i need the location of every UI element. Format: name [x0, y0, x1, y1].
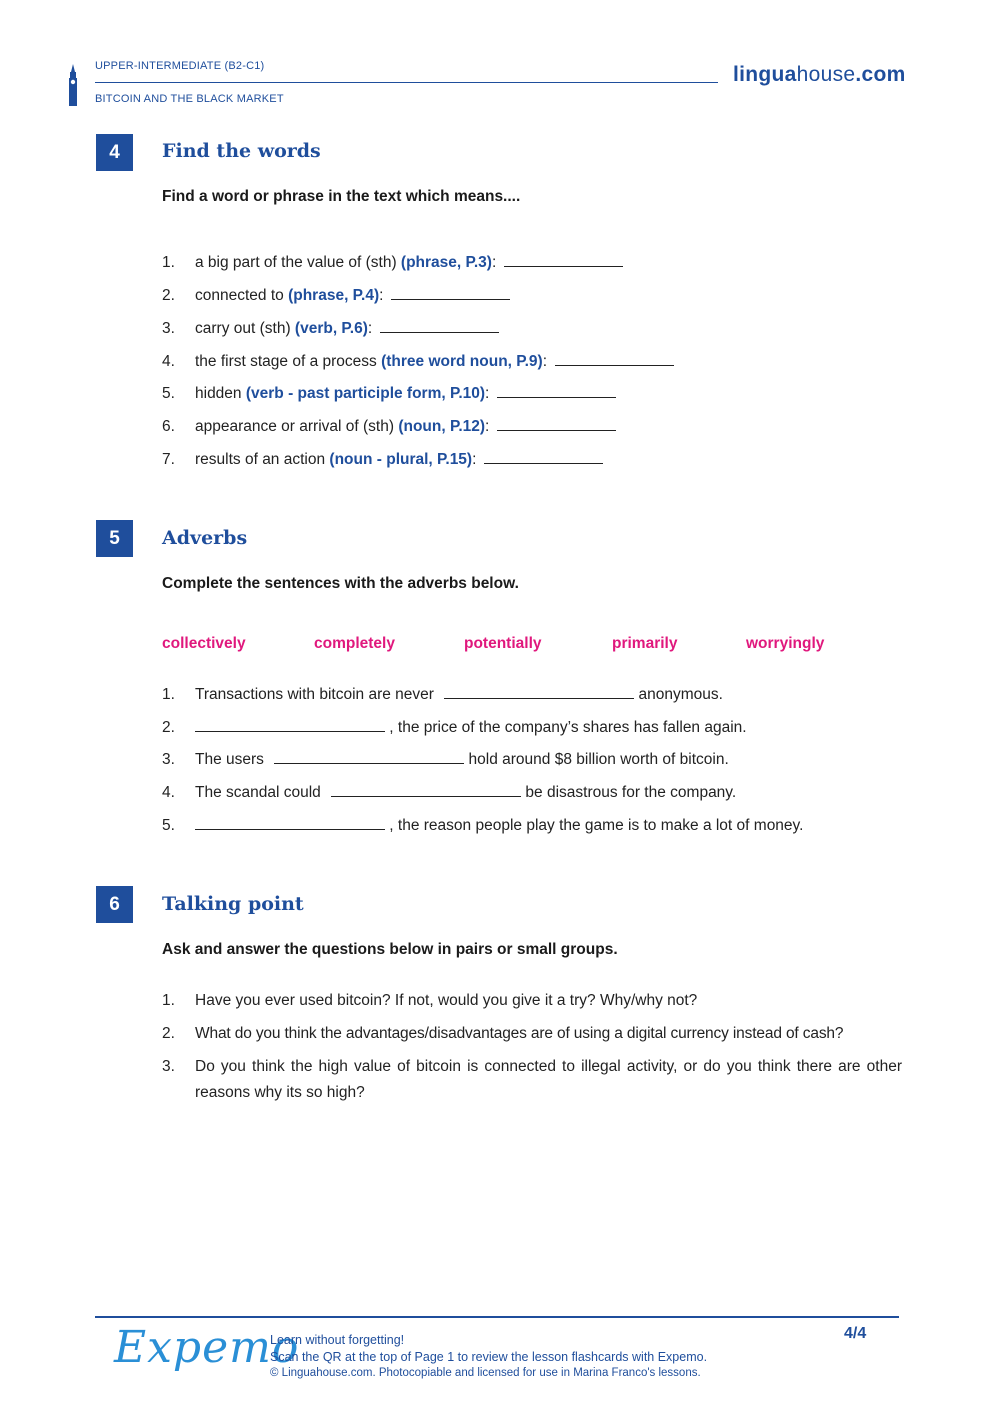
adverb-sentence — [162, 719, 747, 737]
item-colon: : — [491, 254, 497, 271]
discussion-question — [162, 988, 902, 1014]
sentence-after: , the reason people play the game is to make a lot of money. — [385, 817, 804, 834]
item-hint: (verb - past participle form, P.10) — [245, 385, 486, 402]
item-number: 6. — [162, 418, 175, 435]
adverb-word: worryingly — [746, 635, 825, 652]
answer-blank[interactable] — [484, 452, 603, 464]
item-colon: : — [379, 287, 384, 304]
item-number: 3. — [162, 751, 175, 768]
find-word-item — [162, 353, 674, 371]
find-word-item — [162, 418, 616, 436]
item-number: 5. — [162, 817, 175, 834]
level-label: UPPER-INTERMEDIATE (B2-C1) — [95, 60, 265, 72]
item-text: appearance or arrival of (sth) — [195, 418, 399, 435]
section-number-5: 5 — [96, 520, 133, 557]
item-colon: : — [485, 418, 490, 435]
find-word-item — [162, 254, 623, 272]
item-number: 1. — [162, 254, 175, 271]
item-text: a big part of the value of (sth) — [195, 254, 401, 271]
sentence-before: The scandal could — [195, 784, 326, 801]
sentence-after: anonymous. — [634, 686, 723, 703]
item-colon: : — [485, 385, 490, 402]
answer-blank[interactable] — [497, 386, 616, 398]
item-number: 5. — [162, 385, 175, 402]
item-colon: : — [367, 320, 373, 337]
expemo-logo[interactable]: Expemo — [114, 1322, 300, 1373]
find-word-item — [162, 287, 510, 305]
answer-blank[interactable] — [497, 419, 616, 431]
item-colon: : — [542, 353, 548, 370]
adverb-sentence — [162, 784, 736, 802]
adverb-word: primarily — [612, 635, 678, 652]
sentence-before: The users — [195, 751, 269, 768]
logo-light: house — [796, 63, 856, 86]
answer-blank[interactable] — [444, 687, 634, 699]
section-instruction: Find a word or phrase in the text which means.... — [162, 188, 521, 205]
answer-blank[interactable] — [391, 288, 510, 300]
sentence-before: Transactions with bitcoin are never — [195, 686, 439, 703]
find-word-item — [162, 451, 603, 469]
header-divider — [95, 82, 718, 83]
discussion-question — [162, 1054, 902, 1106]
answer-blank[interactable] — [555, 354, 674, 366]
page-number: 4/4 — [844, 1325, 867, 1342]
item-number: 1. — [162, 686, 175, 703]
item-text: connected to — [195, 287, 289, 304]
section-title-find-words: Find the words — [162, 140, 321, 162]
item-hint: (noun - plural, P.15) — [329, 451, 473, 468]
question-text: Have you ever used bitcoin? If not, would you give it a try? Why/why not? — [195, 992, 698, 1009]
footer-divider — [95, 1316, 899, 1318]
big-ben-icon — [66, 64, 80, 106]
footer-tagline: Learn without forgetting! — [270, 1333, 405, 1347]
adverb-word: collectively — [162, 635, 246, 652]
section-title-adverbs: Adverbs — [162, 527, 248, 549]
sentence-after: be disastrous for the company. — [521, 784, 737, 801]
section-number-4: 4 — [96, 134, 133, 171]
discussion-question — [162, 1021, 902, 1047]
answer-blank[interactable] — [195, 720, 385, 732]
item-number: 1. — [162, 992, 175, 1009]
adverb-word: completely — [314, 635, 395, 652]
item-text: results of an action — [195, 451, 330, 468]
adverb-sentence — [162, 817, 803, 835]
answer-blank[interactable] — [504, 255, 623, 267]
item-number: 4. — [162, 784, 175, 801]
item-hint: (phrase, P.4) — [288, 287, 380, 304]
sentence-after: , the price of the company’s shares has fallen again. — [385, 719, 747, 736]
item-text: the first stage of a process — [195, 353, 382, 370]
adverb-sentence — [162, 751, 729, 769]
item-number: 2. — [162, 719, 175, 736]
lesson-title: BITCOIN AND THE BLACK MARKET — [95, 93, 284, 105]
question-text: What do you think the advantages/disadvantages are of using a digital currency instead of cash? — [195, 1025, 844, 1042]
footer-scan-note: Scan the QR at the top of Page 1 to review the lesson flashcards with Expemo. — [270, 1350, 708, 1364]
logo-bold: lingua — [733, 63, 797, 86]
answer-blank[interactable] — [274, 752, 464, 764]
answer-blank[interactable] — [195, 818, 385, 830]
item-number: 3. — [162, 1058, 175, 1075]
item-hint: (three word noun, P.9) — [381, 353, 543, 370]
answer-blank[interactable] — [380, 321, 499, 333]
item-text: hidden — [195, 385, 246, 402]
item-number: 7. — [162, 451, 175, 468]
section-title-talking-point: Talking point — [162, 893, 304, 915]
footer-copyright: © Linguahouse.com. Photocopiable and licensed for use in Marina Franco's lessons. — [270, 1367, 701, 1379]
find-word-item — [162, 320, 499, 338]
sentence-after: hold around $8 billion worth of bitcoin. — [464, 751, 729, 768]
item-number: 2. — [162, 287, 175, 304]
linguahouse-logo[interactable] — [733, 63, 906, 87]
adverb-word: potentially — [464, 635, 542, 652]
item-hint: (verb, P.6) — [294, 320, 368, 337]
item-text: carry out (sth) — [195, 320, 295, 337]
logo-tld: .com — [855, 63, 906, 86]
answer-blank[interactable] — [331, 785, 521, 797]
item-number: 2. — [162, 1025, 175, 1042]
section-instruction: Complete the sentences with the adverbs below. — [162, 575, 519, 592]
question-text: Do you think the high value of bitcoin is connected to illegal activity, or do you think there are other reasons why its so high? — [195, 1058, 902, 1101]
find-word-item — [162, 385, 616, 403]
item-number: 4. — [162, 353, 175, 370]
item-hint: (phrase, P.3) — [400, 254, 492, 271]
section-instruction: Ask and answer the questions below in pairs or small groups. — [162, 941, 618, 958]
item-hint: (noun, P.12) — [398, 418, 486, 435]
item-number: 3. — [162, 320, 175, 337]
section-number-6: 6 — [96, 886, 133, 923]
item-colon: : — [472, 451, 477, 468]
adverb-sentence — [162, 686, 723, 704]
